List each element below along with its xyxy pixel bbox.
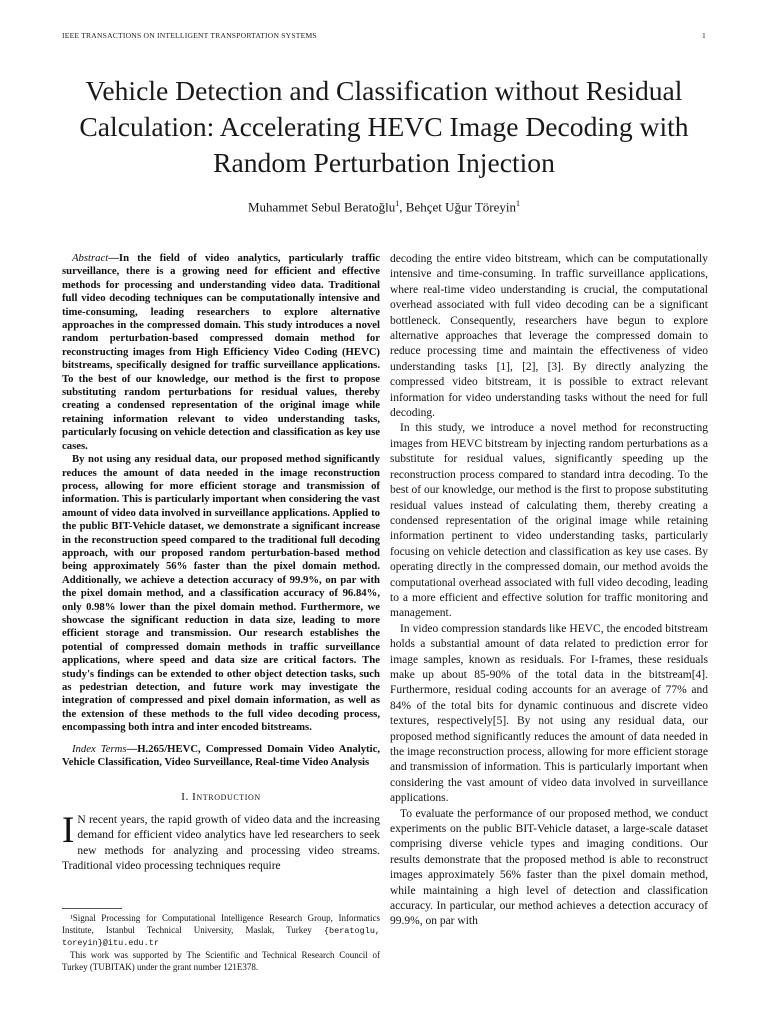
index-terms-text: H.265/HEVC, Compressed Domain Video Analytic, Vehicle Classification, Video Surveillance, Real-time Video Analysis (62, 742, 380, 769)
page-number: 1 (702, 31, 706, 40)
index-terms (62, 743, 380, 770)
body-paragraph: decoding the entire video bitstream, which can be computationally intensive and time-consuming. In traffic surveillance applications, where real-time video understanding is crucial, the computational overhead associated with full video decoding can be a significant bottleneck. Consequently, researchers have begun to explore alternative approaches that leverage the compressed domain to reduce processing time and maintain the effectiveness of video understanding tasks [1], [2], [3]. By directly analyzing the compressed video bitstream, it is possible to extract relevant information for video understanding tasks without the need for full decoding. (390, 253, 708, 420)
footnote-emails: {beratoglu, toreyin}@itu.edu.tr (62, 925, 381, 949)
abstract-dash: — (108, 252, 119, 264)
intro-paragraph (62, 809, 380, 875)
author-separator: , (399, 199, 406, 215)
abstract (62, 252, 380, 735)
footnote-funding: This work was supported by The Scientific and Technical Research Council of Turkey (TUBITAK) under the grant number 121E378. (62, 950, 380, 972)
paper-title: Vehicle Detection and Classification without Residual Calculation: Accelerating HEVC Image Decoding with Random Perturbation Injection (79, 75, 689, 178)
drop-cap: I (62, 809, 75, 851)
abstract-paragraph (62, 252, 380, 453)
abstract-label: Abstract (72, 252, 109, 264)
journal-name: IEEE TRANSACTIONS ON INTELLIGENT TRANSPORTATION SYSTEMS (62, 31, 317, 40)
right-column (390, 252, 708, 930)
left-column (62, 252, 380, 874)
running-header (62, 31, 706, 43)
footnote-rule (62, 908, 122, 909)
footnotes (62, 908, 380, 974)
section-heading: I. Introduction (181, 791, 261, 804)
footnote-affiliation: ¹Signal Processing for Computational Intelligence Research Group, Informatics Institute, Istanbul Technical University, Maslak, Turkey {beratoglu, toreyin}@itu.edu.tr (62, 913, 381, 949)
body-paragraph: In this study, we introduce a novel method for reconstructing images from HEVC bitstream by injecting random perturbations as a substitute for residual values, significantly speeding up the reconstruction process compared to standard intra decoding. To the best of our knowledge, our method is the first to propose substituting residual values instead of calculating them, thereby creating a condensed representation of the original image while retaining information pertinent to video understanding tasks, particularly focusing on vehicle detection and classification as key use cases. By operating directly in the compressed domain, our method avoids the computational overhead associated with full video decoding, leading to a more efficient and effective solution for traffic monitoring and management. (390, 422, 708, 620)
author-name: Behçet Uğur Töreyin (405, 199, 517, 215)
author-affiliation-mark: 1 (395, 199, 400, 208)
body-paragraph: In video compression standards like HEVC, the encoded bitstream holds a substantial amount of data related to prediction error for image samples, known as residuals. For I-frames, these residuals make up about 85-90% of the total data in the bitstream[4]. Furthermore, residual coding accounts for an average of 77% and 84% of the total bits for dynamic continuous and discrete video textures, respectively[5]. By not using any residual data, our proposed method significantly reduces the amount of data needed in the image reconstruction process, allowing for more efficient storage and transmission of information. This is particularly important when considering the vast amount of video data involved in surveillance applications. (390, 622, 708, 805)
author-name: Muhammet Sebul Beratoğlu (247, 199, 396, 215)
author-affiliation-mark: 1 (516, 199, 521, 208)
author-list (62, 196, 706, 215)
abstract-text: In the field of video analytics, particularly traffic surveillance, there is a growing need for efficient and effective methods for processing and understanding video data. Traditional full video decoding techniques can be computationally intensive and time-consuming, leading researchers to explore alternative approaches in the compressed domain. This study introduces a novel random perturbation-based compressed domain method for reconstructing images from High Efficiency Video Coding (HEVC) bitstreams, specifically designed for traffic surveillance applications. To the best of our knowledge, our method is the first to propose substituting random perturbations for residual values, thereby creating a condensed representation of the original image while retaining information relevant to video understanding tasks, particularly focusing on vehicle detection and classification as key use cases. (62, 252, 380, 452)
body-paragraph: To evaluate the performance of our proposed method, we conduct experiments on the public BIT-Vehicle dataset, a large-scale dataset comprising diverse vehicle types and imaging conditions. Our results demonstrate that the proposed method is able to reconstruct images approximately 56% faster than the pixel domain method, while maintaining a high level of detection and classification accuracy. In particular, our method achieves a detection accuracy of 99.9%, on par with (390, 807, 708, 928)
abstract-paragraph: By not using any residual data, our proposed method significantly reduces the amount of data needed in the image reconstruction process, allowing for more efficient storage and transmission of information. This is particularly important when considering the vast amount of video data involved in surveillance applications. Applied to the public BIT-Vehicle dataset, we demonstrate a significant increase in the reconstruction speed compared to the traditional full decoding approach, with our proposed random perturbation-based method being approximately 56% faster than the pixel domain method. Additionally, we achieve a detection accuracy of 99.9%, on par with the pixel domain method, and a classification accuracy of 96.84%, only 0.98% lower than the pixel domain method. Furthermore, we showcase the significant reduction in data size, leading to more efficient storage and transmission. Our research establishes the potential of compressed domain methods in traffic surveillance applications, where speed and data size are critical factors. The study's findings can be extended to other object detection tasks, such as pedestrian detection, and future work may investigate the integration of compressed and pixel domain information, as well as the extension of these methods to the full video decoding process, encompassing both intra and inter encoded bitstreams. (62, 453, 380, 734)
index-terms-dash: — (126, 742, 138, 755)
intro-text: N recent years, the rapid growth of video data and the increasing demand for efficient video analytics have led researchers to seek new methods for analyzing and processing video streams. Traditional video processing techniques require (62, 813, 380, 873)
index-terms-label: Index Terms (72, 742, 127, 755)
